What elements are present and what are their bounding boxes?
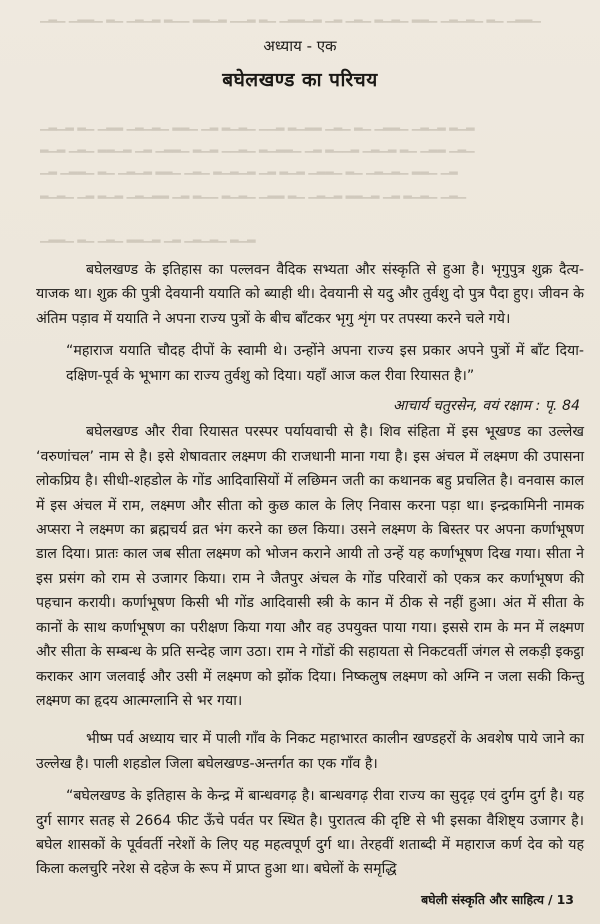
paragraph: बघेलखण्ड के इतिहास का पल्लवन वैदिक सभ्यता और संस्कृति से हुआ है। भृगुपुत्र शुक्र दैत्य-याजक था। शुक्र की पुत्री देवयानी ययाति को ब्याही थी। देवयानी से यदु और तुर्वशु दो पुत्र पैदा हुए। जीवन के अंतिम पड़ाव में ययाति ने अपना राज्य पुत्रों के बीच बाँटकर भृगु शृंग पर तपस्या करने चले गये।	[36, 262, 584, 327]
block-quote: “महाराज ययाति चौदह दीपों के स्वामी थे। उन्होंने अपना राज्य इस प्रकार अपने पुत्रों में बाँट दिया- दक्षिण-पूर्व के भूभाग का राज्य तुर्वशु को दिया। यहाँ आज कल रीवा रियासत है।”	[66, 343, 584, 384]
paragraph: भीष्म पर्व अध्याय चार में पाली गाँव के निकट महाभारत कालीन खण्डहरों के अवशेष पाये जाने का उल्लेख है। पाली शहडोल जिला बघेलखण्ड-अन्तर्गत का एक गाँव है।	[36, 731, 584, 772]
bleed-through-text: ▂▁▂ ▁▂▁ ▂▂▁▂ ▁▂ ▁▂▂▁ ▂▁▂ ▁▁▂▁ ▂▁▂▂▁ ▁▂ ▂▁▁▂ ▁▂▁▂ ▂▁ ▁▂▂ ▁▂▁	[40, 140, 475, 153]
page-footer	[421, 891, 574, 908]
bleed-through-text: ▁▂▂▁ ▂▁ ▁▂▁ ▂▂▁▂ ▁▂ ▁▂▁▂▁ ▂▁▂	[40, 230, 256, 243]
chapter-label: अध्याय - एक	[263, 37, 337, 55]
bleed-through-text: ▁▂▁ ▁▂▂▁ ▂▁ ▁▂▁▂ ▂▁▁ ▂▂▁▂ ▁▁▂ ▂▁ ▁▂▂▁▂ ▁▂ ▁▂▁ ▂▁▂▁ ▂▂▁ ▁▂▁▂▁ ▂▁ ▁▂▂▁	[40, 10, 541, 23]
bleed-through-text: ▁▂▁▂ ▂▁ ▁▂▂ ▁▂▁▂▁ ▂▂▁ ▁▂ ▂▁▂▁ ▁▁▂ ▂▁▂▂ ▁▂▁ ▂▁ ▁▂▂▁ ▁▂▁▂ ▂▁▂	[40, 118, 475, 131]
page-number: 13	[556, 892, 574, 907]
footer-separator: /	[548, 892, 553, 907]
running-title: बघेली संस्कृति और साहित्य	[421, 892, 545, 907]
bleed-through-text: ▁▂ ▁▂▂▁ ▂▁ ▁▂▁▂ ▂▂▁ ▁▂▁ ▂▁▂▁▂ ▁▂ ▂▁▂ ▁▂▂▁ ▂▁ ▁▂▁▂▁ ▂▂▁ ▁▂	[40, 162, 458, 175]
bleed-through-text: ▂▁▂▁ ▁▂ ▂▁▂ ▁▂▁▂▂ ▁▂ ▂▁▁ ▂▁▂▁ ▁▂▂ ▂▁ ▁▂▁▂ ▂▂▁▂ ▁▂ ▂▁▂▁ ▁▂▁	[40, 186, 467, 199]
body-text	[36, 258, 584, 882]
quote-citation: आचार्य चतुरसेन, वयं रक्षाम : पृ. 84	[393, 398, 580, 415]
block-quote: “बघेलखण्ड के इतिहास के केन्द्र में बान्धवगढ़ है। बान्धवगढ़ रीवा राज्य का सुदृढ़ एवं दुर्गम दुर्ग है। यह दुर्ग सागर सतह से 2664 फीट ऊँचे पर्वत पर स्थित है। पुरातत्व की दृष्टि से भी इसका वैशिष्ट्य उजागर है। बघेल शासकों के पूर्ववर्ती नरेशों के लिए यह महत्वपूर्ण दुर्ग था। तेरहवीं शताब्दी में महाराज कर्ण देव को यह किला कलचुरि नरेश से दहेज के रूप में प्राप्त हुआ था। बघेलों के समृद्धि	[36, 788, 584, 878]
chapter-title: बघेलखण्ड का परिचय	[222, 69, 378, 91]
paragraph: बघेलखण्ड और रीवा रियासत परस्पर पर्यायवाची से है। शिव संहिता में इस भूखण्ड का उल्लेख ‘वरुणांचल’ नाम से है। इसे शेषावतार लक्ष्मण की राजधानी माना गया है। इस अंचल में लक्ष्मण की उपासना लोकप्रिय है। सीधी-शहडोल के गोंड आदिवासियों में लछिमन जती का कथानक बहु प्रचलित है। वनवास काल में इस अंचल में राम, लक्ष्मण और सीता को कुछ काल के लिए निवास करना पड़ा था। इन्द्रकामिनी नामक अप्सरा ने लक्ष्मण का ब्रह्मचर्य व्रत भंग करने का छल किया। उसने लक्ष्मण के बिस्तर पर अपना कर्णाभूषण डाल दिया। प्रातः काल जब सीता लक्ष्मण को भोजन कराने आयी तो उन्हें यह कर्णाभूषण दिख गया। सीता ने इस प्रसंग को राम से उजागर किया। राम ने जैतपुर अंचल के गोंड परिवारों को एकत्र कर कर्णाभूषण की पहचान करायी। कर्णाभूषण किसी भी गोंड आदिवासी स्त्री के कान में ठीक से नहीं हुआ। अंत में सीता के कानों के साथ कर्णाभूषण का परीक्षण किया गया और वह उपयुक्त पाया गया। इससे राम के मन में लक्ष्मण और सीता के सम्बन्ध के प्रति सन्देह जाग उठा। राम ने गोंडों की सहायता से निकटवर्ती जंगल से लकड़ी इकट्ठा कराकर आग जलवाई और उसी में लक्ष्मण को झोंक दिया। निष्कलुष लक्ष्मण को अग्नि न जला सकी किन्तु लक्ष्मण का हृदय आत्मग्लानि से भर गया।	[36, 424, 584, 709]
